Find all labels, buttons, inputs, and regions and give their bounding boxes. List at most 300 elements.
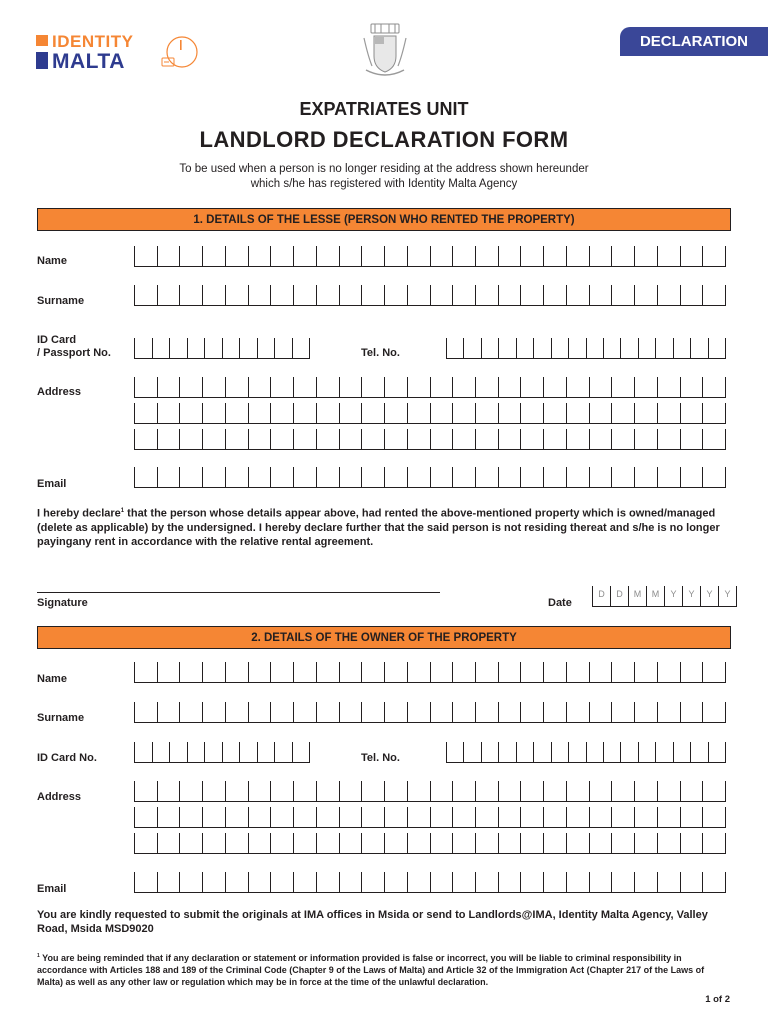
char-box[interactable]: [270, 377, 293, 397]
char-box[interactable]: [657, 702, 680, 722]
char-box[interactable]: [498, 338, 515, 358]
char-box[interactable]: [611, 377, 634, 397]
char-box[interactable]: [634, 377, 657, 397]
char-box[interactable]: [566, 807, 589, 827]
char-box[interactable]: [543, 429, 566, 449]
char-box[interactable]: [566, 781, 589, 801]
char-box[interactable]: [498, 285, 521, 305]
char-box[interactable]: [611, 781, 634, 801]
char-box[interactable]: [225, 833, 248, 853]
char-box[interactable]: [611, 807, 634, 827]
char-box[interactable]: [384, 377, 407, 397]
char-box[interactable]: [452, 377, 475, 397]
char-box[interactable]: [702, 833, 726, 853]
signature-line[interactable]: [37, 592, 440, 593]
char-box[interactable]: [452, 872, 475, 892]
char-box[interactable]: [620, 338, 637, 358]
lessee-tel-field[interactable]: [446, 338, 726, 359]
char-box[interactable]: [589, 702, 612, 722]
char-box[interactable]: [316, 872, 339, 892]
char-box[interactable]: [134, 781, 157, 801]
char-box[interactable]: [498, 833, 521, 853]
char-box[interactable]: [187, 338, 205, 358]
char-box[interactable]: [222, 742, 240, 762]
char-box[interactable]: [634, 467, 657, 487]
char-box[interactable]: [293, 702, 316, 722]
char-box[interactable]: [293, 662, 316, 682]
char-box[interactable]: [520, 429, 543, 449]
char-box[interactable]: [179, 377, 202, 397]
char-box[interactable]: [157, 872, 180, 892]
char-box[interactable]: [270, 467, 293, 487]
char-box[interactable]: [430, 781, 453, 801]
char-box[interactable]: [339, 781, 362, 801]
char-box[interactable]: [657, 403, 680, 423]
char-box[interactable]: [179, 702, 202, 722]
char-box[interactable]: [634, 429, 657, 449]
char-box[interactable]: [339, 467, 362, 487]
char-box[interactable]: [202, 429, 225, 449]
char-box[interactable]: [589, 807, 612, 827]
char-box[interactable]: [680, 377, 703, 397]
char-box[interactable]: [520, 781, 543, 801]
char-box[interactable]: [225, 285, 248, 305]
char-box[interactable]: [702, 429, 726, 449]
char-box[interactable]: [407, 467, 430, 487]
char-box[interactable]: [179, 833, 202, 853]
char-box[interactable]: [543, 467, 566, 487]
char-box[interactable]: [169, 742, 187, 762]
char-box[interactable]: [407, 285, 430, 305]
char-box[interactable]: [134, 429, 157, 449]
char-box[interactable]: [520, 377, 543, 397]
char-box[interactable]: [316, 833, 339, 853]
char-box[interactable]: [293, 403, 316, 423]
char-box[interactable]: [452, 807, 475, 827]
char-box[interactable]: [157, 467, 180, 487]
char-box[interactable]: [702, 285, 726, 305]
char-box[interactable]: [316, 377, 339, 397]
char-box[interactable]: [134, 702, 157, 722]
lessee-address-line-1[interactable]: [134, 377, 726, 398]
char-box[interactable]: [589, 246, 612, 266]
char-box[interactable]: [270, 285, 293, 305]
char-box[interactable]: [152, 338, 170, 358]
char-box[interactable]: [225, 403, 248, 423]
char-box[interactable]: [179, 429, 202, 449]
char-box[interactable]: [566, 246, 589, 266]
char-box[interactable]: [543, 833, 566, 853]
char-box[interactable]: [657, 467, 680, 487]
char-box[interactable]: [248, 285, 271, 305]
char-box[interactable]: [498, 702, 521, 722]
char-box[interactable]: [475, 403, 498, 423]
date-char-box[interactable]: [682, 586, 700, 606]
char-box[interactable]: [586, 338, 603, 358]
char-box[interactable]: [475, 429, 498, 449]
char-box[interactable]: [257, 338, 275, 358]
char-box[interactable]: [452, 833, 475, 853]
char-box[interactable]: [430, 702, 453, 722]
char-box[interactable]: [543, 246, 566, 266]
char-box[interactable]: [407, 403, 430, 423]
char-box[interactable]: [566, 872, 589, 892]
char-box[interactable]: [248, 429, 271, 449]
char-box[interactable]: [316, 467, 339, 487]
char-box[interactable]: [316, 662, 339, 682]
char-box[interactable]: [620, 742, 637, 762]
char-box[interactable]: [157, 662, 180, 682]
char-box[interactable]: [361, 429, 384, 449]
char-box[interactable]: [361, 246, 384, 266]
char-box[interactable]: [248, 662, 271, 682]
char-box[interactable]: [452, 429, 475, 449]
char-box[interactable]: [611, 285, 634, 305]
char-box[interactable]: [680, 429, 703, 449]
char-box[interactable]: [134, 872, 157, 892]
char-box[interactable]: [452, 246, 475, 266]
char-box[interactable]: [589, 377, 612, 397]
char-box[interactable]: [361, 467, 384, 487]
char-box[interactable]: [543, 702, 566, 722]
char-box[interactable]: [225, 377, 248, 397]
char-box[interactable]: [134, 403, 157, 423]
char-box[interactable]: [657, 781, 680, 801]
char-box[interactable]: [202, 467, 225, 487]
char-box[interactable]: [533, 338, 550, 358]
char-box[interactable]: [384, 429, 407, 449]
char-box[interactable]: [475, 702, 498, 722]
char-box[interactable]: [157, 429, 180, 449]
char-box[interactable]: [589, 872, 612, 892]
char-box[interactable]: [202, 246, 225, 266]
char-box[interactable]: [339, 833, 362, 853]
char-box[interactable]: [475, 872, 498, 892]
char-box[interactable]: [225, 702, 248, 722]
char-box[interactable]: [407, 781, 430, 801]
owner-address-line-3[interactable]: [134, 833, 726, 854]
char-box[interactable]: [134, 807, 157, 827]
char-box[interactable]: [293, 377, 316, 397]
char-box[interactable]: [239, 742, 257, 762]
char-box[interactable]: [520, 833, 543, 853]
char-box[interactable]: [292, 742, 311, 762]
char-box[interactable]: [680, 702, 703, 722]
char-box[interactable]: [430, 246, 453, 266]
char-box[interactable]: [430, 872, 453, 892]
char-box[interactable]: [384, 285, 407, 305]
char-box[interactable]: [204, 742, 222, 762]
owner-name-field[interactable]: [134, 662, 726, 683]
char-box[interactable]: [157, 702, 180, 722]
char-box[interactable]: [680, 833, 703, 853]
char-box[interactable]: [516, 338, 533, 358]
char-box[interactable]: [520, 285, 543, 305]
char-box[interactable]: [586, 742, 603, 762]
char-box[interactable]: [157, 377, 180, 397]
char-box[interactable]: [430, 377, 453, 397]
char-box[interactable]: [274, 742, 292, 762]
char-box[interactable]: [657, 662, 680, 682]
char-box[interactable]: [430, 403, 453, 423]
char-box[interactable]: [520, 872, 543, 892]
char-box[interactable]: [384, 872, 407, 892]
char-box[interactable]: [179, 285, 202, 305]
char-box[interactable]: [157, 781, 180, 801]
char-box[interactable]: [634, 833, 657, 853]
char-box[interactable]: [551, 338, 568, 358]
char-box[interactable]: [498, 246, 521, 266]
char-box[interactable]: [225, 662, 248, 682]
date-char-box[interactable]: [664, 586, 682, 606]
char-box[interactable]: [407, 246, 430, 266]
char-box[interactable]: [657, 833, 680, 853]
char-box[interactable]: [225, 429, 248, 449]
date-field[interactable]: [592, 586, 737, 607]
char-box[interactable]: [248, 467, 271, 487]
char-box[interactable]: [611, 246, 634, 266]
char-box[interactable]: [179, 662, 202, 682]
char-box[interactable]: [339, 872, 362, 892]
char-box[interactable]: [407, 807, 430, 827]
date-char-box[interactable]: [700, 586, 718, 606]
char-box[interactable]: [498, 429, 521, 449]
char-box[interactable]: [179, 403, 202, 423]
char-box[interactable]: [657, 377, 680, 397]
char-box[interactable]: [463, 742, 480, 762]
char-box[interactable]: [157, 833, 180, 853]
char-box[interactable]: [655, 338, 672, 358]
char-box[interactable]: [270, 702, 293, 722]
char-box[interactable]: [292, 338, 311, 358]
char-box[interactable]: [498, 467, 521, 487]
char-box[interactable]: [384, 662, 407, 682]
char-box[interactable]: [248, 246, 271, 266]
date-char-box[interactable]: [610, 586, 628, 606]
char-box[interactable]: [680, 403, 703, 423]
owner-surname-field[interactable]: [134, 702, 726, 723]
char-box[interactable]: [316, 403, 339, 423]
char-box[interactable]: [520, 662, 543, 682]
char-box[interactable]: [248, 781, 271, 801]
char-box[interactable]: [634, 807, 657, 827]
char-box[interactable]: [361, 662, 384, 682]
char-box[interactable]: [566, 833, 589, 853]
char-box[interactable]: [520, 467, 543, 487]
char-box[interactable]: [187, 742, 205, 762]
char-box[interactable]: [475, 662, 498, 682]
char-box[interactable]: [498, 377, 521, 397]
char-box[interactable]: [316, 246, 339, 266]
char-box[interactable]: [407, 662, 430, 682]
char-box[interactable]: [293, 467, 316, 487]
char-box[interactable]: [655, 742, 672, 762]
char-box[interactable]: [702, 662, 726, 682]
char-box[interactable]: [657, 872, 680, 892]
char-box[interactable]: [452, 285, 475, 305]
char-box[interactable]: [270, 833, 293, 853]
char-box[interactable]: [589, 429, 612, 449]
char-box[interactable]: [702, 781, 726, 801]
char-box[interactable]: [361, 285, 384, 305]
char-box[interactable]: [134, 467, 157, 487]
char-box[interactable]: [481, 338, 498, 358]
char-box[interactable]: [543, 285, 566, 305]
char-box[interactable]: [634, 702, 657, 722]
char-box[interactable]: [589, 781, 612, 801]
char-box[interactable]: [702, 872, 726, 892]
char-box[interactable]: [566, 377, 589, 397]
char-box[interactable]: [257, 742, 275, 762]
char-box[interactable]: [634, 246, 657, 266]
char-box[interactable]: [157, 246, 180, 266]
char-box[interactable]: [293, 429, 316, 449]
char-box[interactable]: [179, 467, 202, 487]
owner-tel-field[interactable]: [446, 742, 726, 763]
char-box[interactable]: [446, 338, 463, 358]
char-box[interactable]: [611, 833, 634, 853]
char-box[interactable]: [452, 467, 475, 487]
char-box[interactable]: [179, 781, 202, 801]
owner-address-line-1[interactable]: [134, 781, 726, 802]
lessee-surname-field[interactable]: [134, 285, 726, 306]
char-box[interactable]: [533, 742, 550, 762]
char-box[interactable]: [566, 285, 589, 305]
char-box[interactable]: [475, 833, 498, 853]
char-box[interactable]: [498, 781, 521, 801]
char-box[interactable]: [657, 246, 680, 266]
char-box[interactable]: [407, 429, 430, 449]
char-box[interactable]: [384, 702, 407, 722]
char-box[interactable]: [316, 285, 339, 305]
char-box[interactable]: [543, 872, 566, 892]
char-box[interactable]: [361, 872, 384, 892]
char-box[interactable]: [680, 467, 703, 487]
char-box[interactable]: [293, 833, 316, 853]
char-box[interactable]: [274, 338, 292, 358]
char-box[interactable]: [589, 833, 612, 853]
char-box[interactable]: [611, 467, 634, 487]
lessee-name-field[interactable]: [134, 246, 726, 267]
char-box[interactable]: [452, 662, 475, 682]
char-box[interactable]: [202, 807, 225, 827]
char-box[interactable]: [293, 781, 316, 801]
char-box[interactable]: [481, 742, 498, 762]
char-box[interactable]: [638, 742, 655, 762]
char-box[interactable]: [134, 285, 157, 305]
date-char-box[interactable]: [628, 586, 646, 606]
char-box[interactable]: [179, 246, 202, 266]
char-box[interactable]: [293, 285, 316, 305]
char-box[interactable]: [179, 872, 202, 892]
char-box[interactable]: [475, 781, 498, 801]
char-box[interactable]: [361, 781, 384, 801]
char-box[interactable]: [225, 781, 248, 801]
char-box[interactable]: [566, 662, 589, 682]
char-box[interactable]: [316, 702, 339, 722]
date-char-box[interactable]: [592, 586, 610, 606]
char-box[interactable]: [520, 702, 543, 722]
char-box[interactable]: [657, 285, 680, 305]
char-box[interactable]: [134, 377, 157, 397]
char-box[interactable]: [339, 702, 362, 722]
char-box[interactable]: [202, 781, 225, 801]
char-box[interactable]: [202, 662, 225, 682]
char-box[interactable]: [430, 429, 453, 449]
char-box[interactable]: [293, 872, 316, 892]
char-box[interactable]: [202, 833, 225, 853]
char-box[interactable]: [407, 377, 430, 397]
char-box[interactable]: [702, 467, 726, 487]
owner-address-line-2[interactable]: [134, 807, 726, 828]
char-box[interactable]: [680, 872, 703, 892]
char-box[interactable]: [568, 742, 585, 762]
char-box[interactable]: [516, 742, 533, 762]
char-box[interactable]: [384, 403, 407, 423]
char-box[interactable]: [680, 285, 703, 305]
char-box[interactable]: [248, 872, 271, 892]
char-box[interactable]: [702, 246, 726, 266]
char-box[interactable]: [589, 403, 612, 423]
char-box[interactable]: [589, 662, 612, 682]
owner-id-field[interactable]: [134, 742, 310, 763]
char-box[interactable]: [475, 377, 498, 397]
char-box[interactable]: [270, 246, 293, 266]
char-box[interactable]: [202, 377, 225, 397]
char-box[interactable]: [248, 807, 271, 827]
char-box[interactable]: [452, 781, 475, 801]
char-box[interactable]: [384, 246, 407, 266]
char-box[interactable]: [452, 403, 475, 423]
lessee-address-line-2[interactable]: [134, 403, 726, 424]
char-box[interactable]: [339, 377, 362, 397]
char-box[interactable]: [361, 702, 384, 722]
char-box[interactable]: [270, 807, 293, 827]
char-box[interactable]: [270, 403, 293, 423]
char-box[interactable]: [339, 429, 362, 449]
lessee-address-line-3[interactable]: [134, 429, 726, 450]
char-box[interactable]: [589, 467, 612, 487]
char-box[interactable]: [339, 662, 362, 682]
char-box[interactable]: [611, 702, 634, 722]
char-box[interactable]: [339, 807, 362, 827]
char-box[interactable]: [248, 377, 271, 397]
char-box[interactable]: [270, 429, 293, 449]
char-box[interactable]: [611, 429, 634, 449]
char-box[interactable]: [634, 781, 657, 801]
char-box[interactable]: [634, 662, 657, 682]
char-box[interactable]: [384, 833, 407, 853]
char-box[interactable]: [498, 807, 521, 827]
char-box[interactable]: [134, 338, 152, 358]
char-box[interactable]: [702, 807, 726, 827]
char-box[interactable]: [566, 702, 589, 722]
char-box[interactable]: [657, 429, 680, 449]
char-box[interactable]: [702, 702, 726, 722]
char-box[interactable]: [568, 338, 585, 358]
char-box[interactable]: [611, 662, 634, 682]
char-box[interactable]: [551, 742, 568, 762]
char-box[interactable]: [225, 246, 248, 266]
date-char-box[interactable]: [718, 586, 737, 606]
char-box[interactable]: [169, 338, 187, 358]
char-box[interactable]: [430, 285, 453, 305]
char-box[interactable]: [475, 807, 498, 827]
char-box[interactable]: [157, 403, 180, 423]
char-box[interactable]: [248, 403, 271, 423]
char-box[interactable]: [293, 807, 316, 827]
char-box[interactable]: [225, 872, 248, 892]
